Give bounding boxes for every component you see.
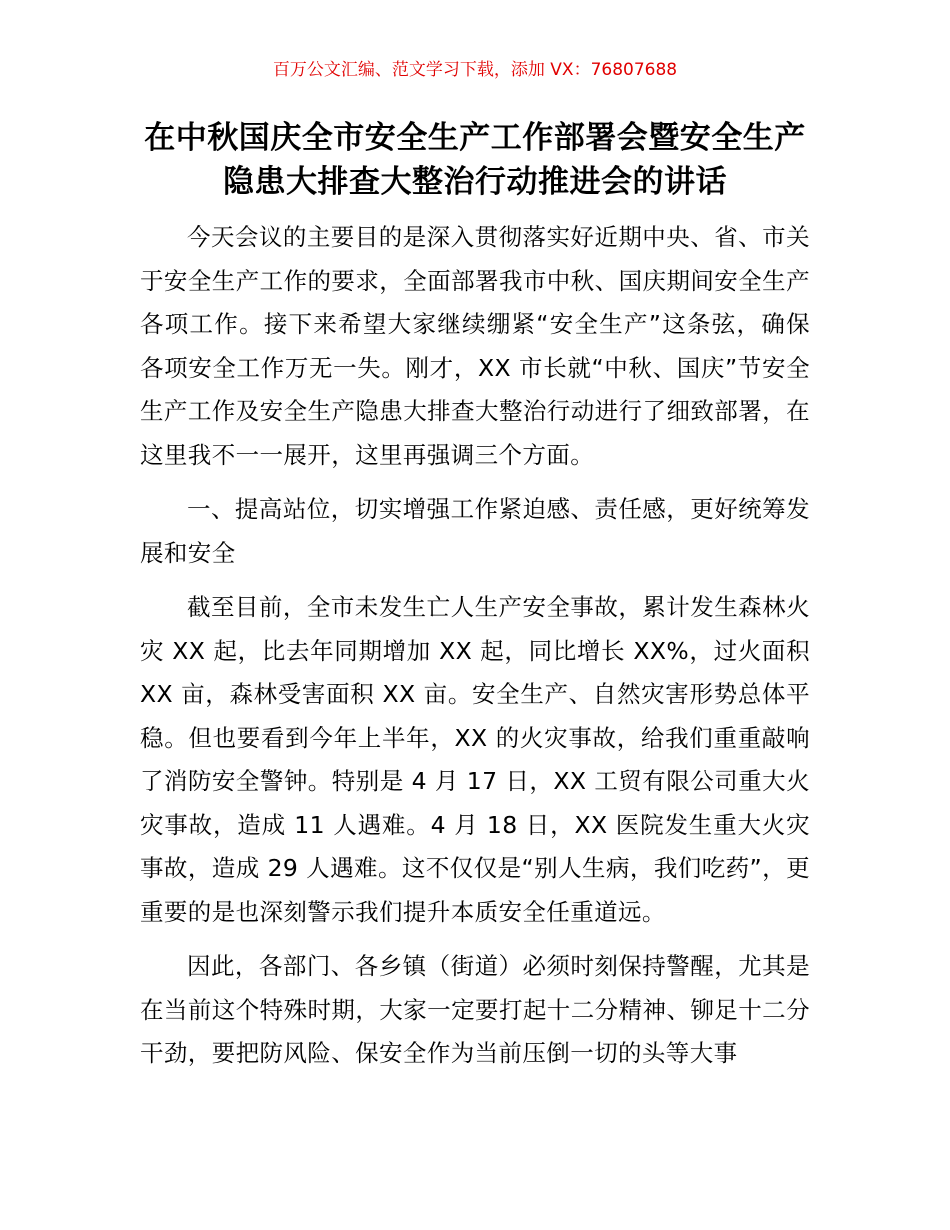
document-title: 在中秋国庆全市安全生产工作部署会暨安全生产隐患大排查大整治行动推进会的讲话 <box>144 120 806 200</box>
section-heading-1: 一、提高站位，切实增强工作紧迫感、责任感，更好统筹发展和安全 <box>140 495 810 567</box>
paragraph-intro: 今天会议的主要目的是深入贯彻落实好近期中央、省、市关于安全生产工作的要求，全面部署我市中秋、国庆期间安全生产各项工作。接下来希望大家继续绷紧“安全生产”这条弦，确保各项安全工作万无一失。刚才，XX 市长就“中秋、国庆”节安全生产工作及安全生产隐患大排查大整治行动进行了细致部署，在这里我不一一展开，这里再强调三个方面。 <box>140 223 810 469</box>
paragraph-statistics: 截至目前，全市未发生亡人生产安全事故，累计发生森林火灾 XX 起，比去年同期增加 XX 起，同比增长 XX%，过火面积 XX 亩，森林受害面积 XX 亩。安全生产、自然灾害形势总体平稳。但也要看到今年上半年，XX 的火灾事故，给我们重重敲响了消防安全警钟。特别是 4 月 17 日，XX 工贸有限公司重大火灾事故，造成 11 人遇难。4 月 18 日，XX 医院发生重大火灾事故，造成 29 人遇难。这不仅仅是“别人生病，我们吃药”，更重要的是也深刻警示我们提升本质安全任重道远。 <box>140 593 810 926</box>
paragraph-conclusion: 因此，各部门、各乡镇（街道）必须时刻保持警醒，尤其是在当前这个特殊时期，大家一定要打起十二分精神、铆足十二分干劲，要把防风险、保安全作为当前压倒一切的头等大事 <box>140 952 810 1067</box>
document-body <box>140 216 810 1076</box>
header-note: 百万公文汇编、范文学习下载，添加 VX：76807688 <box>272 60 678 80</box>
